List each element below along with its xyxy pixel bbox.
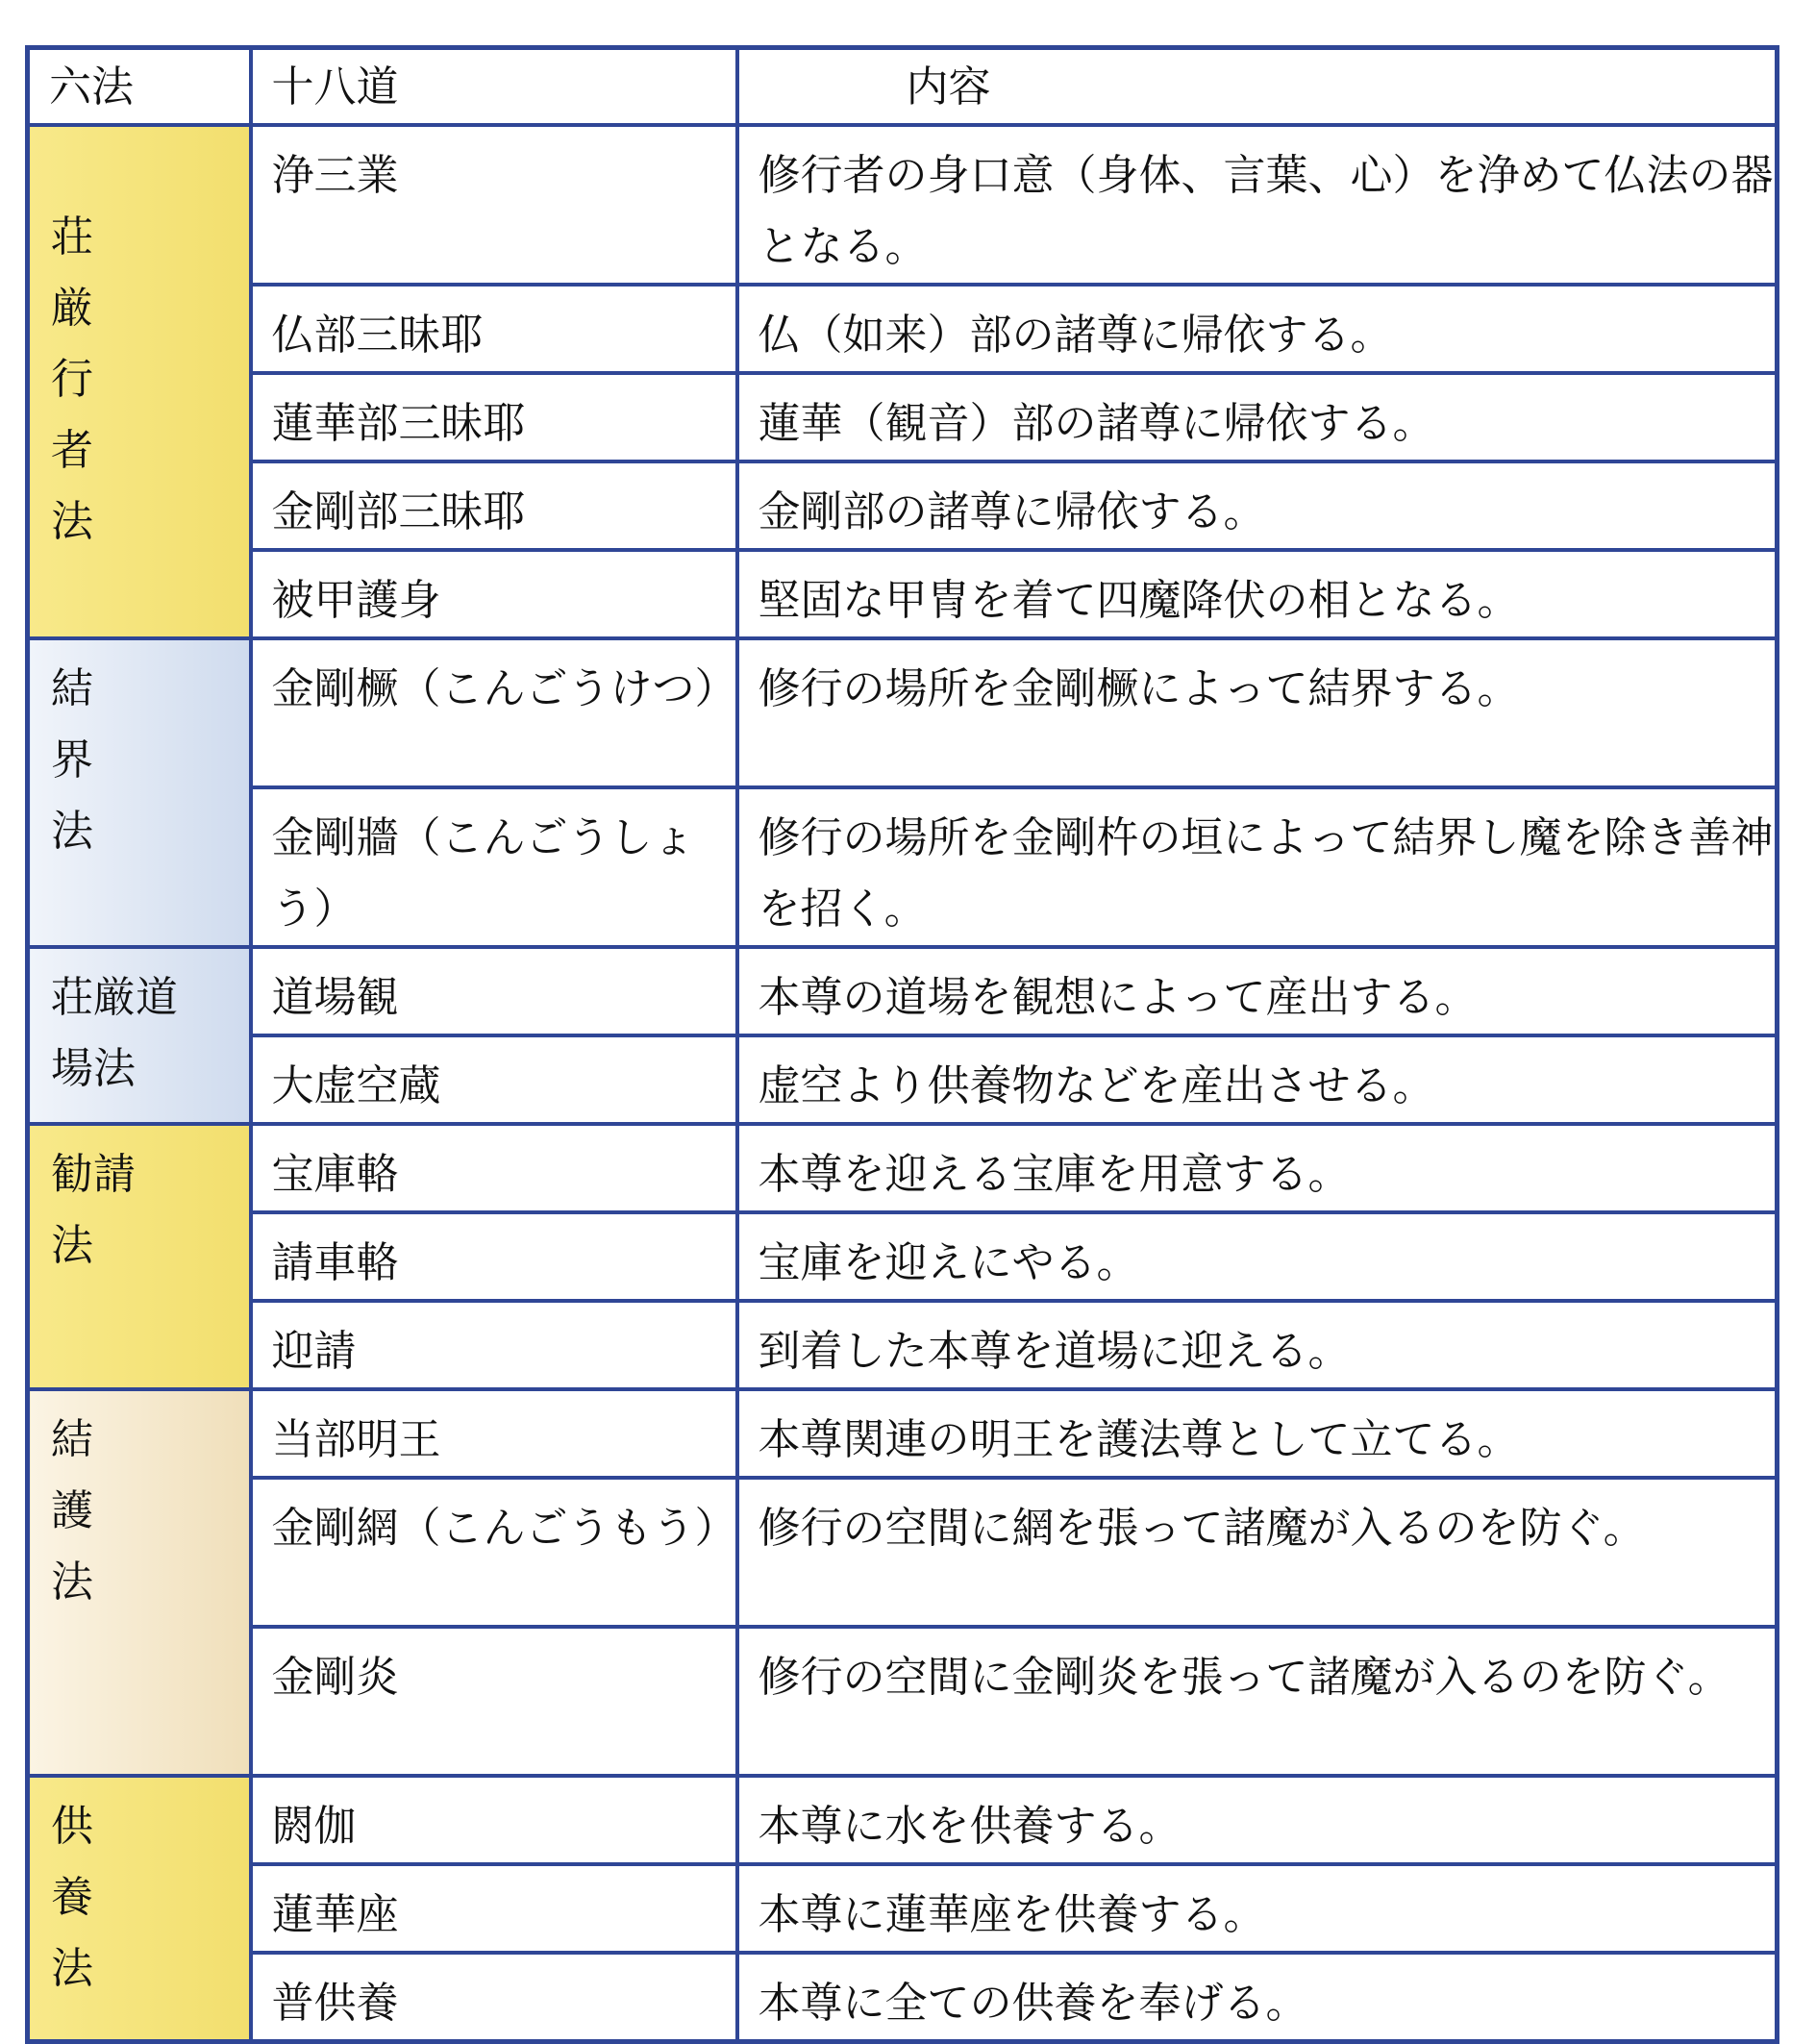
practice-cell: 普供養	[251, 1953, 737, 2042]
practice-cell: 仏部三昧耶	[251, 285, 737, 373]
description-cell: 堅固な甲冑を着て四魔降伏の相となる。	[737, 550, 1778, 638]
practice-cell: 請車輅	[251, 1212, 737, 1301]
table-row	[28, 787, 1778, 947]
group-name: 供養法	[51, 1802, 93, 1993]
description-cell: 本尊に蓮華座を供養する。	[737, 1864, 1778, 1953]
table-row	[28, 125, 1778, 285]
practice-cell: 当部明王	[251, 1389, 737, 1478]
description-cell: 修行の空間に網を張って諸魔が入るのを防ぐ。	[737, 1478, 1778, 1627]
table-row	[28, 285, 1778, 373]
practice-cell: 蓮華部三昧耶	[251, 373, 737, 461]
table-row	[28, 550, 1778, 638]
table-row	[28, 1627, 1778, 1776]
table-row	[28, 1124, 1778, 1212]
description-cell: 修行者の身口意（身体、言葉、心）を浄めて仏法の器となる。	[737, 125, 1778, 285]
description-cell: 本尊の道場を観想によって産出する。	[737, 947, 1778, 1035]
practice-cell: 閼伽	[251, 1776, 737, 1864]
group-cell	[28, 1389, 251, 1776]
description-cell: 本尊を迎える宝庫を用意する。	[737, 1124, 1778, 1212]
description-cell: 修行の空間に金剛炎を張って諸魔が入るのを防ぐ。	[737, 1627, 1778, 1776]
table-row	[28, 373, 1778, 461]
table-row	[28, 1212, 1778, 1301]
practice-cell: 被甲護身	[251, 550, 737, 638]
practice-cell: 金剛炎	[251, 1627, 737, 1776]
description-cell: 宝庫を迎えにやる。	[737, 1212, 1778, 1301]
description-cell: 修行の場所を金剛杵の垣によって結界し魔を除き善神を招く。	[737, 787, 1778, 947]
description-cell: 修行の場所を金剛橛によって結界する。	[737, 638, 1778, 787]
practice-cell: 迎請	[251, 1301, 737, 1389]
header-row	[28, 48, 1778, 126]
table-row	[28, 1864, 1778, 1953]
description-cell: 本尊に水を供養する。	[737, 1776, 1778, 1864]
table-row	[28, 1478, 1778, 1627]
description-cell: 蓮華（観音）部の諸尊に帰依する。	[737, 373, 1778, 461]
table-row	[28, 1389, 1778, 1478]
group-name: 結界法	[51, 664, 93, 856]
practice-cell: 大虚空蔵	[251, 1035, 737, 1124]
practice-cell: 金剛網（こんごうもう）	[251, 1478, 737, 1627]
six-methods-table	[25, 45, 1779, 2044]
table-row	[28, 461, 1778, 550]
group-name: 荘厳道場法	[51, 973, 178, 1093]
practice-cell: 金剛橛（こんごうけつ）	[251, 638, 737, 787]
practice-cell: 蓮華座	[251, 1864, 737, 1953]
practice-cell: 宝庫輅	[251, 1124, 737, 1212]
table-row	[28, 1301, 1778, 1389]
practice-cell: 浄三業	[251, 125, 737, 285]
description-cell: 虚空より供養物などを産出させる。	[737, 1035, 1778, 1124]
group-name: 結護法	[51, 1415, 93, 1607]
description-cell: 本尊関連の明王を護法尊として立てる。	[737, 1389, 1778, 1478]
description-cell: 金剛部の諸尊に帰依する。	[737, 461, 1778, 550]
description-cell: 到着した本尊を道場に迎える。	[737, 1301, 1778, 1389]
table-row	[28, 1776, 1778, 1864]
description-cell: 本尊に全ての供養を奉げる。	[737, 1953, 1778, 2042]
practice-cell: 金剛牆（こんごうしょう）	[251, 787, 737, 947]
header-six-methods: 六法	[28, 48, 251, 126]
group-cell	[28, 1776, 251, 2042]
header-content: 内容	[737, 48, 1778, 126]
group-cell	[28, 638, 251, 947]
practice-cell: 道場観	[251, 947, 737, 1035]
group-name: 勧請法	[51, 1150, 136, 1270]
group-cell	[28, 125, 251, 638]
practice-cell: 金剛部三昧耶	[251, 461, 737, 550]
description-cell: 仏（如来）部の諸尊に帰依する。	[737, 285, 1778, 373]
group-cell	[28, 947, 251, 1124]
group-name: 荘厳行者法	[51, 212, 93, 546]
table-row	[28, 947, 1778, 1035]
table-row	[28, 638, 1778, 787]
group-cell	[28, 1124, 251, 1389]
header-eighteen-paths: 十八道	[251, 48, 737, 126]
table-row	[28, 1953, 1778, 2042]
table-row	[28, 1035, 1778, 1124]
